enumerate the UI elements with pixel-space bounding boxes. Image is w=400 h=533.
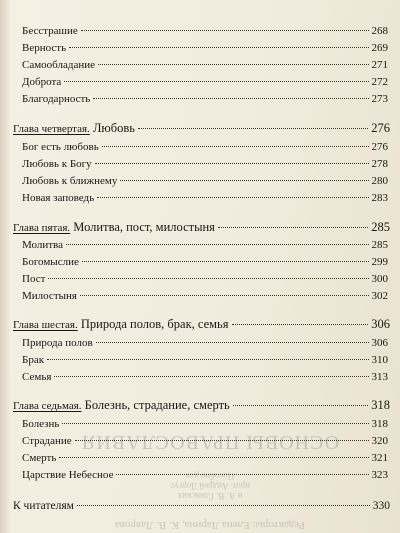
toc-entry xyxy=(22,158,388,170)
toc-entry-page: 313 xyxy=(371,371,388,383)
toc-entry-page: 302 xyxy=(371,290,388,302)
chapter-title: Молитва, пост, милостыня xyxy=(73,220,215,234)
dot-leader xyxy=(95,163,369,164)
toc-entry-page: 310 xyxy=(371,354,388,366)
toc-entry xyxy=(22,59,388,71)
toc-entry-title: Благодарность xyxy=(22,93,91,105)
dot-leader xyxy=(59,457,368,458)
dot-leader xyxy=(233,405,369,406)
toc-entry xyxy=(22,469,388,481)
dot-leader xyxy=(77,505,370,506)
chapter-page: 318 xyxy=(371,398,390,412)
dot-leader xyxy=(102,146,369,147)
toc-entry-title: Новая заповедь xyxy=(22,192,95,204)
toc-entry-page: 285 xyxy=(371,239,388,251)
chapter-heading xyxy=(13,220,390,235)
toc-entry-page: 271 xyxy=(371,59,388,71)
dot-leader xyxy=(64,81,368,82)
toc-entry xyxy=(22,141,388,153)
toc-entry-title: Любовь к ближнему xyxy=(22,175,118,187)
dot-leader xyxy=(93,98,368,99)
toc-entry xyxy=(22,337,388,349)
toc-entry-page: 321 xyxy=(371,452,388,464)
dot-leader xyxy=(81,30,369,31)
dot-leader xyxy=(120,180,368,181)
dot-leader xyxy=(138,128,368,129)
toc-entry-title: Любовь к Богу xyxy=(22,158,92,170)
chapter-heading xyxy=(13,317,390,332)
toc-entry-title: Милостыня xyxy=(22,290,77,302)
dot-leader xyxy=(66,244,369,245)
toc-entry-title: Молитва xyxy=(22,239,63,251)
chapter-title: Любовь xyxy=(92,121,135,135)
toc-entry-title: Царствие Небесное xyxy=(22,469,114,481)
toc-entry xyxy=(22,25,388,37)
chapter-title: Природа полов, брак, семья xyxy=(80,317,229,331)
chapter-page: 285 xyxy=(371,220,390,234)
chapter-page: 276 xyxy=(371,121,390,135)
toc-entry-title: Бесстрашие xyxy=(22,25,78,37)
dot-leader xyxy=(82,261,369,262)
toc-entry-title: Доброта xyxy=(22,76,62,88)
dot-leader xyxy=(75,440,369,441)
toc-entry-page: 276 xyxy=(371,141,388,153)
toc-entry-title: Бог есть любовь xyxy=(22,141,99,153)
chapter-label: Глава седьмая. xyxy=(13,400,82,412)
show-through-line: и А. В. Глинских xyxy=(177,491,243,501)
toc-entry xyxy=(22,42,388,54)
toc-entry-title: К читателям xyxy=(13,500,74,512)
chapter-label: Глава пятая. xyxy=(13,222,71,234)
toc-entry xyxy=(22,371,388,383)
page-spine-shadow xyxy=(0,0,10,533)
chapter-title: Болезнь, страдание, смерть xyxy=(84,398,230,412)
toc-entry-title: Природа полов xyxy=(22,337,93,349)
show-through-line: Пособие для xyxy=(185,471,235,481)
toc-entry-title: Самообладание xyxy=(22,59,96,71)
show-through-title: ОСНОВЫ ПРАВОСЛАВИЯ xyxy=(80,431,340,453)
toc-entry xyxy=(22,418,388,430)
toc-entry xyxy=(22,239,388,251)
toc-entry-title: Страдание xyxy=(22,435,72,447)
chapter-label: Глава шестая. xyxy=(13,319,78,331)
toc-entry-page: 318 xyxy=(371,418,388,430)
toc-entry-title: Брак xyxy=(22,354,45,366)
dot-leader xyxy=(69,47,368,48)
toc-entry-title: Богомыслие xyxy=(22,256,79,268)
toc-entry-title: Верность xyxy=(22,42,67,54)
chapter-label: Глава четвертая. xyxy=(13,123,90,135)
toc-entry-page: 330 xyxy=(372,500,390,512)
dot-leader xyxy=(54,376,368,377)
dot-leader xyxy=(96,342,369,343)
toc-closing-entry xyxy=(13,500,390,512)
toc-entry xyxy=(22,76,388,88)
toc-entry xyxy=(22,93,388,105)
toc-entry-page: 300 xyxy=(371,273,388,285)
toc-entry-title: Пост xyxy=(22,273,46,285)
dot-leader xyxy=(80,295,369,296)
toc-entry-page: 299 xyxy=(371,256,388,268)
toc-entry-page: 306 xyxy=(371,337,388,349)
toc-entry-page: 283 xyxy=(371,192,388,204)
dot-leader xyxy=(98,64,368,65)
dot-leader xyxy=(232,324,369,325)
toc-entry xyxy=(22,256,388,268)
chapter-heading xyxy=(13,398,390,413)
show-through-line: Редакторы: Елена Ларина, К. В. Лаврова xyxy=(115,519,305,531)
toc-entry xyxy=(22,290,388,302)
toc-entry xyxy=(22,273,388,285)
toc-entry-page: 272 xyxy=(371,76,388,88)
dot-leader xyxy=(116,474,368,475)
toc-entry-page: 320 xyxy=(371,435,388,447)
dot-leader xyxy=(62,423,368,424)
toc-entry-title: Семья xyxy=(22,371,52,383)
toc-entry-page: 269 xyxy=(371,42,388,54)
toc-entry xyxy=(22,192,388,204)
toc-entry-page: 268 xyxy=(371,25,388,37)
dot-leader xyxy=(97,197,368,198)
toc-entry xyxy=(22,175,388,187)
toc-entry-page: 278 xyxy=(371,158,388,170)
dot-leader xyxy=(47,359,368,360)
show-through-line: прот. Андрей Лоргус xyxy=(170,481,250,491)
toc-entry xyxy=(22,435,388,447)
chapter-page: 306 xyxy=(371,317,390,331)
toc-entry-title: Болезнь xyxy=(22,418,60,430)
toc-entry-title: Смерть xyxy=(22,452,57,464)
dot-leader xyxy=(218,227,368,228)
toc-entry-page: 280 xyxy=(371,175,388,187)
toc-entry-page: 323 xyxy=(371,469,388,481)
chapter-heading xyxy=(13,121,390,136)
toc-entry xyxy=(22,452,388,464)
dot-leader xyxy=(48,278,368,279)
toc-entry-page: 273 xyxy=(371,93,388,105)
toc-entry xyxy=(22,354,388,366)
